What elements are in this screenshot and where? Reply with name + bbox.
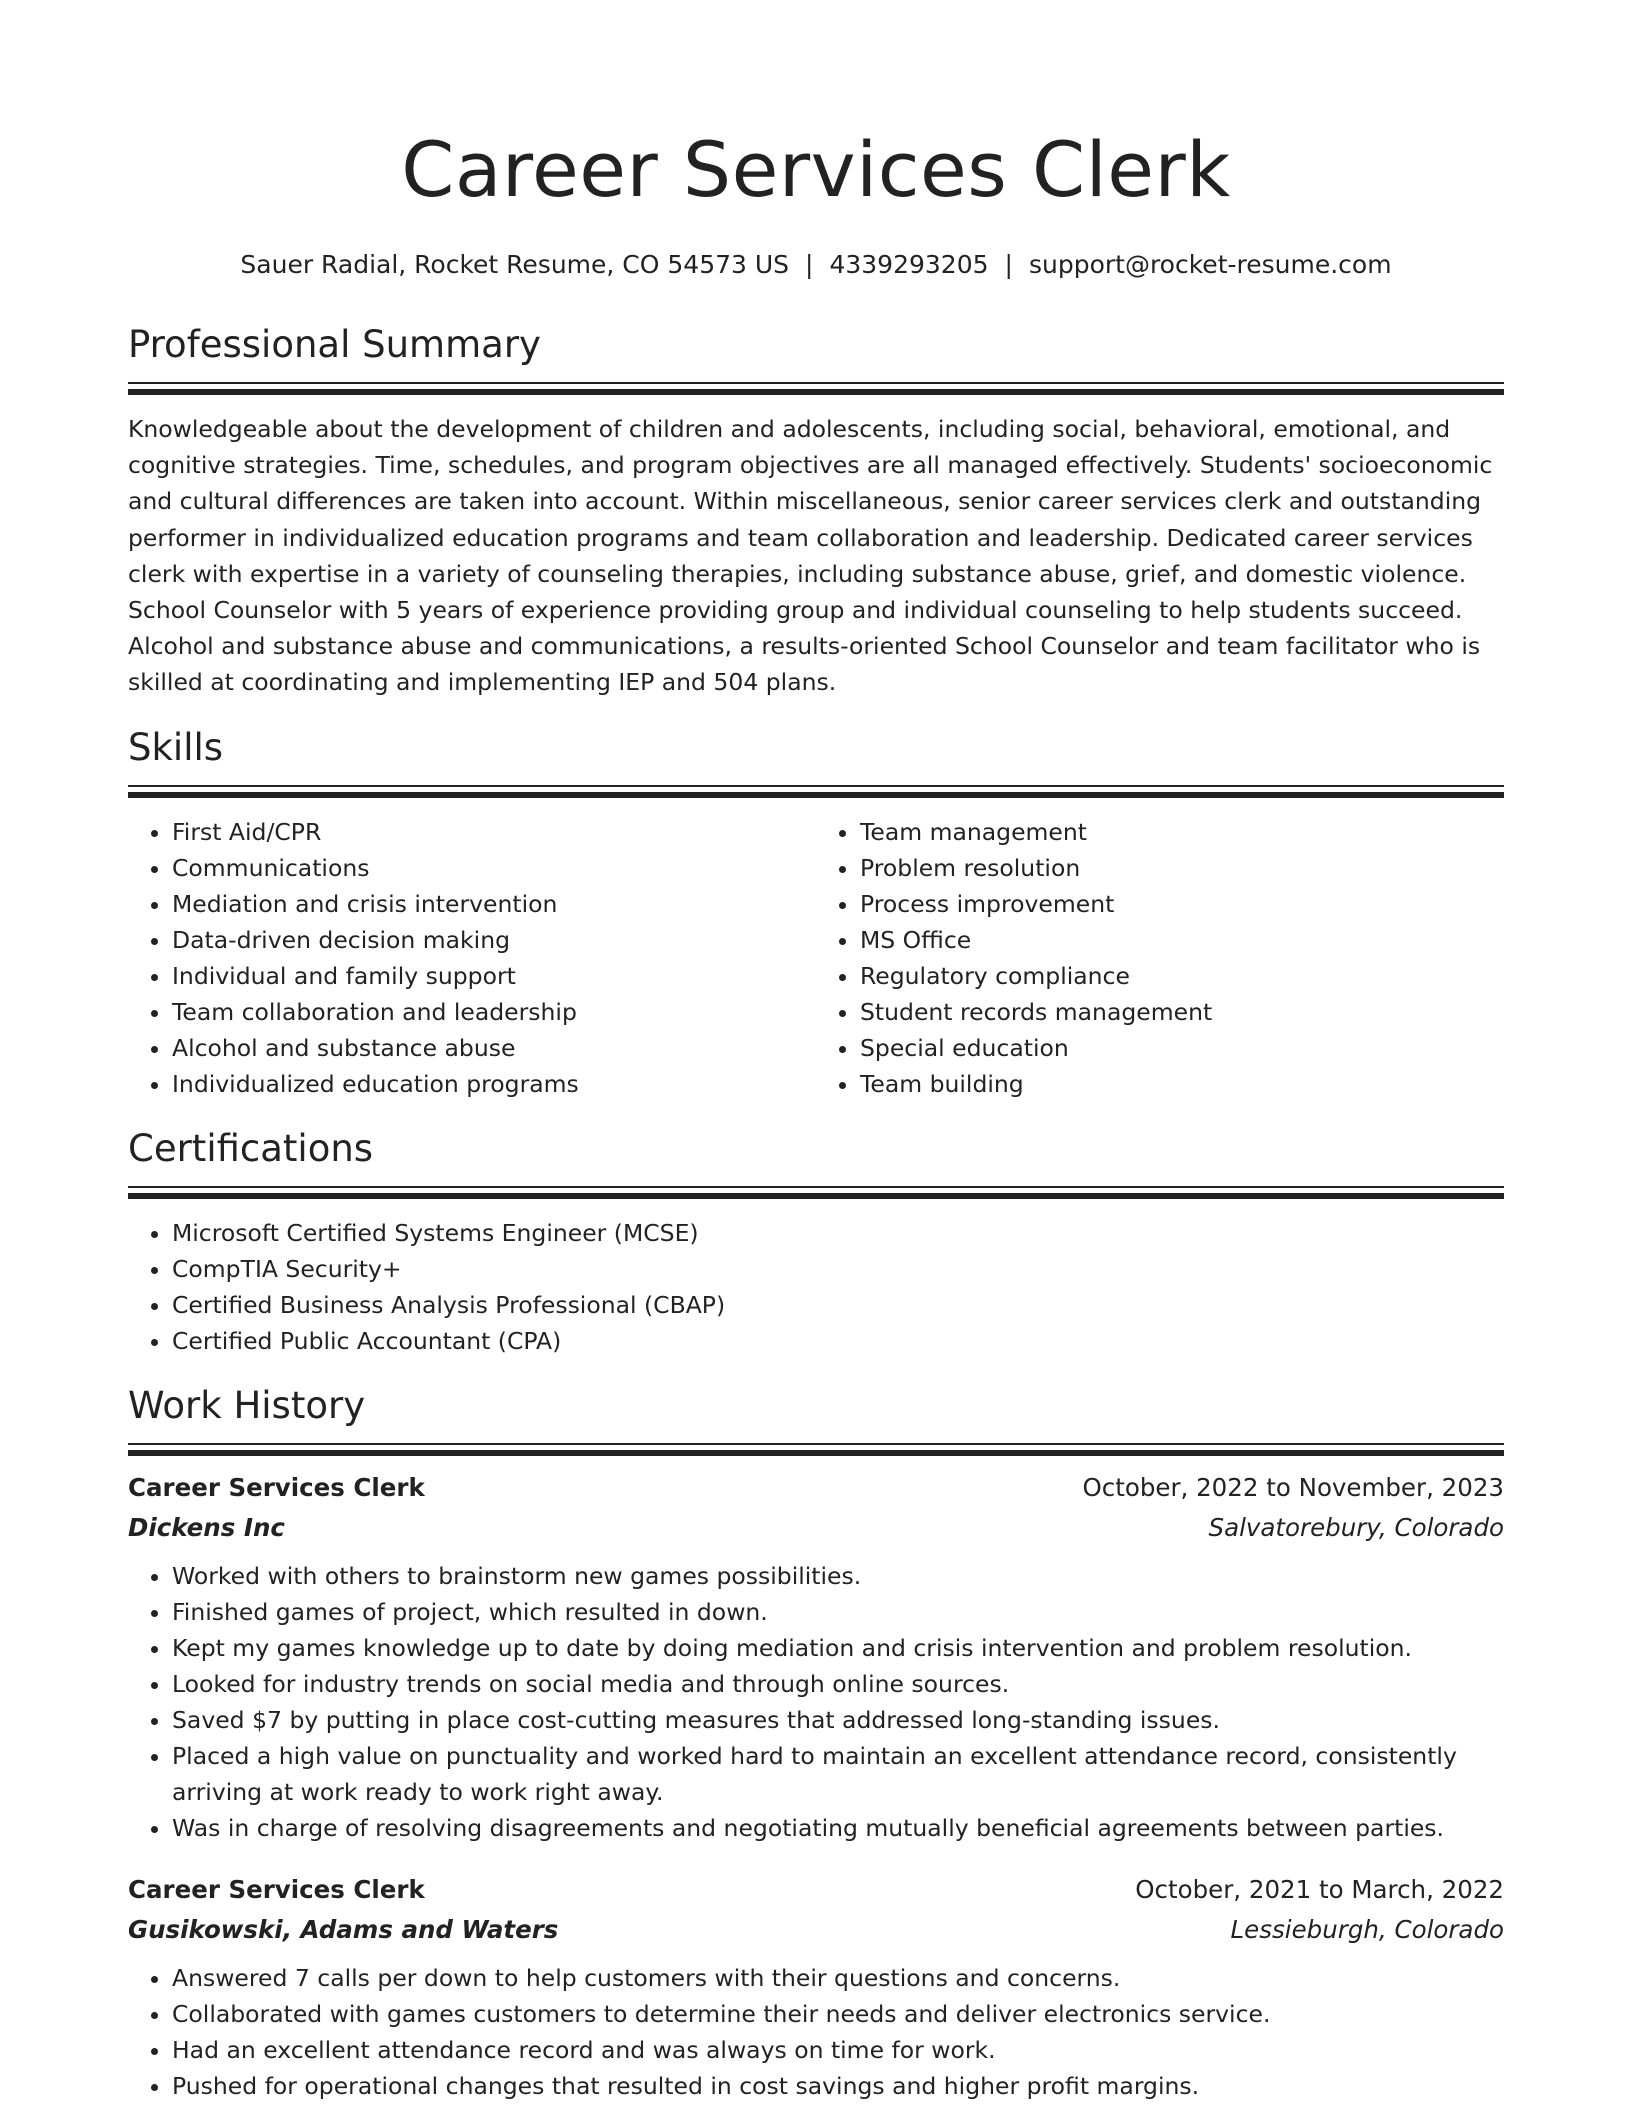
job-bullet: • Saved $7 by putting in place cost-cutting measures that addressed long-standing issues. xyxy=(172,1702,1504,1738)
skill-item: • Special education xyxy=(860,1030,1504,1066)
skill-item: • MS Office xyxy=(860,922,1504,958)
section-divider xyxy=(128,1443,1504,1456)
skill-item: • Alcohol and substance abuse xyxy=(172,1030,816,1066)
contact-separator: | xyxy=(1004,250,1013,279)
job-company: Gusikowski, Adams and Waters xyxy=(128,1914,559,1944)
skill-item: • Problem resolution xyxy=(860,850,1504,886)
summary-section xyxy=(128,320,1504,701)
contact-separator: | xyxy=(805,250,814,279)
section-divider xyxy=(128,1186,1504,1199)
skills-list-right xyxy=(816,814,1504,1102)
section-divider xyxy=(128,785,1504,798)
skills-heading: Skills xyxy=(128,725,224,769)
job-subheader xyxy=(128,1508,1504,1548)
contact-phone: 4339293205 xyxy=(829,250,989,279)
contact-line xyxy=(128,248,1504,282)
skill-item: • Regulatory compliance xyxy=(860,958,1504,994)
job-bullet: • Looked for industry trends on social media and through online sources. xyxy=(172,1666,1504,1702)
summary-text: Knowledgeable about the development of children and adolescents, including social, behavioral, emotional, and cognitive strategies. Time, schedules, and program objectives are all managed effectively. Students' socioeconomic and cultural differences are taken into account. Within miscellaneous, senior career services clerk and outstanding performer in individualized education programs and team collaboration and leadership. Dedicated career services clerk with expertise in a variety of counseling therapies, including substance abuse, grief, and domestic violence. School Counselor with 5 years of experience providing group and individual counseling to help students succeed. Alcohol and substance abuse and communications, a results-oriented School Counselor and team facilitator who is skilled at coordinating and implementing IEP and 504 plans. xyxy=(128,415,1493,697)
job-subheader xyxy=(128,1910,1504,1950)
job-company: Dickens Inc xyxy=(128,1512,285,1542)
skill-item: • Data-driven decision making xyxy=(172,922,816,958)
skills-columns xyxy=(128,814,1504,1102)
work-history-heading: Work History xyxy=(128,1383,366,1427)
certification-item: • CompTIA Security+ xyxy=(172,1251,1504,1287)
job-bullet: • Worked with others to brainstorm new games possibilities. xyxy=(172,1558,1504,1594)
skills-list-left xyxy=(128,814,816,1102)
job-bullet: • Answered 7 calls per down to help customers with their questions and concerns. xyxy=(172,1960,1504,1996)
skill-item: • Individualized education programs xyxy=(172,1066,816,1102)
job-bullet: • Collaborated with games customers to determine their needs and deliver electronics service. xyxy=(172,1996,1504,2032)
job-bullets xyxy=(128,1960,1504,2104)
skill-item: • Team building xyxy=(860,1066,1504,1102)
job-location: Lessieburgh, Colorado xyxy=(1230,1914,1504,1944)
certifications-heading: Certifications xyxy=(128,1126,374,1170)
skill-item: • Team collaboration and leadership xyxy=(172,994,816,1030)
skill-item: • Process improvement xyxy=(860,886,1504,922)
skill-item: • First Aid/CPR xyxy=(172,814,816,850)
job-header xyxy=(128,1870,1504,1910)
skill-item: • Communications xyxy=(172,850,816,886)
job-title: Career Services Clerk xyxy=(128,1472,425,1502)
skill-item: • Student records management xyxy=(860,994,1504,1030)
skills-section xyxy=(128,723,1504,1102)
job-bullet: • Pushed for operational changes that resulted in cost savings and higher profit margins. xyxy=(172,2068,1504,2104)
job-bullet: • Placed a high value on punctuality and worked hard to maintain an excellent attendance record, consistently arriving at work ready to work right away. xyxy=(172,1738,1504,1810)
job-location: Salvatorebury, Colorado xyxy=(1208,1512,1504,1542)
certification-item: • Certified Public Accountant (CPA) xyxy=(172,1323,1504,1359)
job-entry xyxy=(128,1468,1504,1846)
work-history-section xyxy=(128,1381,1504,2104)
summary-heading: Professional Summary xyxy=(128,323,541,366)
job-bullet: • Kept my games knowledge up to date by doing mediation and crisis intervention and problem resolution. xyxy=(172,1630,1504,1666)
job-bullet: • Finished games of project, which resulted in down. xyxy=(172,1594,1504,1630)
contact-email: support@rocket-resume.com xyxy=(1028,250,1392,279)
resume-name: Career Services Clerk xyxy=(401,125,1231,214)
job-dates: October, 2021 to March, 2022 xyxy=(1135,1874,1504,1904)
section-divider xyxy=(128,382,1504,395)
certification-item: • Microsoft Certified Systems Engineer (MCSE) xyxy=(172,1215,1504,1251)
job-bullet: • Was in charge of resolving disagreements and negotiating mutually beneficial agreements between parties. xyxy=(172,1810,1504,1846)
job-title: Career Services Clerk xyxy=(128,1874,425,1904)
job-bullet: • Had an excellent attendance record and was always on time for work. xyxy=(172,2032,1504,2068)
certifications-section xyxy=(128,1124,1504,1359)
skill-item: • Mediation and crisis intervention xyxy=(172,886,816,922)
certifications-list xyxy=(128,1215,1504,1359)
skill-item: • Individual and family support xyxy=(172,958,816,994)
contact-address: Sauer Radial, Rocket Resume, CO 54573 US xyxy=(240,250,790,279)
skill-item: • Team management xyxy=(860,814,1504,850)
job-bullets xyxy=(128,1558,1504,1846)
job-header xyxy=(128,1468,1504,1508)
job-dates: October, 2022 to November, 2023 xyxy=(1082,1472,1504,1502)
certification-item: • Certified Business Analysis Professional (CBAP) xyxy=(172,1287,1504,1323)
job-entry xyxy=(128,1870,1504,2104)
